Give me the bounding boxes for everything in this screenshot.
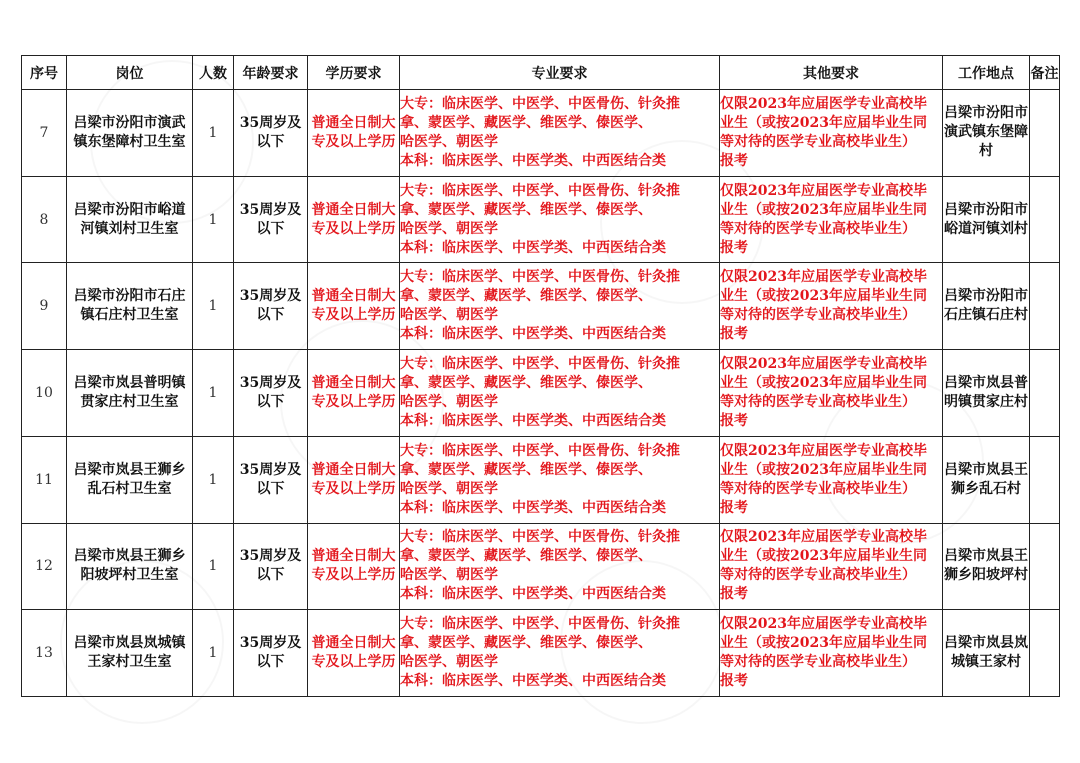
other-line: 等对待的医学专业高校毕业生）: [720, 133, 916, 150]
other-line: 业生（或按2023年应届毕业生同: [720, 201, 927, 218]
row-location: 吕梁市汾阳市演武镇东堡障村: [943, 90, 1030, 177]
row-post: 吕梁市汾阳市石庄镇石庄村卫生室: [67, 263, 193, 350]
row-other: [720, 263, 943, 350]
row-location: 吕梁市岚县普明镇贯家庄村: [943, 350, 1030, 437]
row-other: [720, 350, 943, 437]
other-line: 报考: [720, 239, 748, 256]
other-line: 仅限2023年应届医学专业高校毕: [720, 269, 927, 286]
major-line: 本科：临床医学、中医学类、中西医结合类: [400, 412, 666, 429]
major-line: 大专：临床医学、中医学、中医骨伤、针灸推: [400, 529, 680, 546]
row-count: 1: [193, 350, 234, 437]
row-post: 吕梁市岚县王狮乡阳坡坪村卫生室: [67, 523, 193, 610]
row-serial: 7: [22, 90, 67, 177]
major-line: 哈医学、朝医学: [400, 133, 498, 150]
table-row: [22, 523, 1060, 610]
row-age: 35周岁及以下: [234, 436, 308, 523]
header-count: 人数: [193, 56, 234, 90]
row-age: 35周岁及以下: [234, 350, 308, 437]
other-line: 业生（或按2023年应届毕业生同: [720, 374, 927, 391]
table-body: [22, 90, 1060, 697]
other-line: 仅限2023年应届医学专业高校毕: [720, 182, 927, 199]
header-education: 学历要求: [308, 56, 400, 90]
row-age: 35周岁及以下: [234, 90, 308, 177]
major-line: 哈医学、朝医学: [400, 567, 498, 584]
major-line: 本科：临床医学、中医学类、中西医结合类: [400, 152, 666, 169]
other-line: 业生（或按2023年应届毕业生同: [720, 114, 927, 131]
header-other: 其他要求: [720, 56, 943, 90]
other-line: 仅限2023年应届医学专业高校毕: [720, 355, 927, 372]
table-row: [22, 436, 1060, 523]
other-line: 仅限2023年应届医学专业高校毕: [720, 529, 927, 546]
header-note: 备注: [1030, 56, 1060, 90]
header-age: 年龄要求: [234, 56, 308, 90]
header-location: 工作地点: [943, 56, 1030, 90]
other-line: 报考: [720, 326, 748, 343]
job-table: [21, 55, 1060, 697]
row-location: 吕梁市岚县王狮乡阳坡坪村: [943, 523, 1030, 610]
other-line: 等对待的医学专业高校毕业生）: [720, 567, 916, 584]
row-post: 吕梁市岚县岚城镇王家村卫生室: [67, 610, 193, 697]
table-row: [22, 176, 1060, 263]
row-serial: 12: [22, 523, 67, 610]
major-line: 大专：临床医学、中医学、中医骨伤、针灸推: [400, 442, 680, 459]
major-line: 哈医学、朝医学: [400, 480, 498, 497]
row-education: 普通全日制大专及以上学历: [308, 176, 400, 263]
major-line: 拿、蒙医学、藏医学、维医学、傣医学、: [400, 114, 652, 131]
row-major: [400, 90, 720, 177]
row-other: [720, 90, 943, 177]
row-note: [1030, 610, 1060, 697]
other-line: 业生（或按2023年应届毕业生同: [720, 461, 927, 478]
major-line: 大专：临床医学、中医学、中医骨伤、针灸推: [400, 269, 680, 286]
row-location: 吕梁市汾阳市峪道河镇刘村: [943, 176, 1030, 263]
row-other: [720, 610, 943, 697]
other-line: 业生（或按2023年应届毕业生同: [720, 548, 927, 565]
other-line: 等对待的医学专业高校毕业生）: [720, 654, 916, 671]
other-line: 报考: [720, 586, 748, 603]
major-line: 拿、蒙医学、藏医学、维医学、傣医学、: [400, 288, 652, 305]
row-major: [400, 436, 720, 523]
row-serial: 10: [22, 350, 67, 437]
major-line: 大专：临床医学、中医学、中医骨伤、针灸推: [400, 182, 680, 199]
major-line: 拿、蒙医学、藏医学、维医学、傣医学、: [400, 548, 652, 565]
header-serial: 序号: [22, 56, 67, 90]
row-major: [400, 263, 720, 350]
table-row: [22, 90, 1060, 177]
row-other: [720, 523, 943, 610]
major-line: 哈医学、朝医学: [400, 393, 498, 410]
major-line: 拿、蒙医学、藏医学、维医学、傣医学、: [400, 635, 652, 652]
row-location: 吕梁市岚县岚城镇王家村: [943, 610, 1030, 697]
other-line: 仅限2023年应届医学专业高校毕: [720, 442, 927, 459]
row-serial: 9: [22, 263, 67, 350]
major-line: 拿、蒙医学、藏医学、维医学、傣医学、: [400, 461, 652, 478]
row-major: [400, 176, 720, 263]
table-header-row: [22, 56, 1060, 90]
table-row: [22, 350, 1060, 437]
other-line: 等对待的医学专业高校毕业生）: [720, 480, 916, 497]
row-other: [720, 176, 943, 263]
other-line: 业生（或按2023年应届毕业生同: [720, 288, 927, 305]
major-line: 本科：临床医学、中医学类、中西医结合类: [400, 673, 666, 690]
major-line: 哈医学、朝医学: [400, 307, 498, 324]
row-count: 1: [193, 176, 234, 263]
major-line: 本科：临床医学、中医学类、中西医结合类: [400, 326, 666, 343]
table-row: [22, 263, 1060, 350]
major-line: 哈医学、朝医学: [400, 654, 498, 671]
row-note: [1030, 350, 1060, 437]
row-education: 普通全日制大专及以上学历: [308, 90, 400, 177]
major-line: 拿、蒙医学、藏医学、维医学、傣医学、: [400, 201, 652, 218]
major-line: 本科：临床医学、中医学类、中西医结合类: [400, 239, 666, 256]
row-serial: 13: [22, 610, 67, 697]
row-location: 吕梁市岚县王狮乡乱石村: [943, 436, 1030, 523]
row-count: 1: [193, 610, 234, 697]
other-line: 等对待的医学专业高校毕业生）: [720, 220, 916, 237]
row-age: 35周岁及以下: [234, 263, 308, 350]
row-post: 吕梁市汾阳市演武镇东堡障村卫生室: [67, 90, 193, 177]
row-other: [720, 436, 943, 523]
row-major: [400, 523, 720, 610]
row-post: 吕梁市汾阳市峪道河镇刘村卫生室: [67, 176, 193, 263]
row-education: 普通全日制大专及以上学历: [308, 350, 400, 437]
row-note: [1030, 176, 1060, 263]
major-line: 大专：临床医学、中医学、中医骨伤、针灸推: [400, 616, 680, 633]
other-line: 报考: [720, 673, 748, 690]
major-line: 大专：临床医学、中医学、中医骨伤、针灸推: [400, 355, 680, 372]
row-education: 普通全日制大专及以上学历: [308, 263, 400, 350]
major-line: 拿、蒙医学、藏医学、维医学、傣医学、: [400, 374, 652, 391]
major-line: 哈医学、朝医学: [400, 220, 498, 237]
row-post: 吕梁市岚县王狮乡乱石村卫生室: [67, 436, 193, 523]
row-note: [1030, 436, 1060, 523]
row-major: [400, 610, 720, 697]
row-count: 1: [193, 90, 234, 177]
other-line: 等对待的医学专业高校毕业生）: [720, 307, 916, 324]
row-major: [400, 350, 720, 437]
row-education: 普通全日制大专及以上学历: [308, 523, 400, 610]
other-line: 报考: [720, 152, 748, 169]
row-count: 1: [193, 523, 234, 610]
row-serial: 11: [22, 436, 67, 523]
row-count: 1: [193, 436, 234, 523]
major-line: 本科：临床医学、中医学类、中西医结合类: [400, 499, 666, 516]
row-note: [1030, 90, 1060, 177]
header-major: 专业要求: [400, 56, 720, 90]
row-count: 1: [193, 263, 234, 350]
row-note: [1030, 523, 1060, 610]
header-post: 岗位: [67, 56, 193, 90]
major-line: 大专：临床医学、中医学、中医骨伤、针灸推: [400, 95, 680, 112]
table-row: [22, 610, 1060, 697]
row-education: 普通全日制大专及以上学历: [308, 436, 400, 523]
major-line: 本科：临床医学、中医学类、中西医结合类: [400, 586, 666, 603]
other-line: 报考: [720, 412, 748, 429]
other-line: 业生（或按2023年应届毕业生同: [720, 635, 927, 652]
row-post: 吕梁市岚县普明镇贯家庄村卫生室: [67, 350, 193, 437]
other-line: 报考: [720, 499, 748, 516]
row-serial: 8: [22, 176, 67, 263]
row-age: 35周岁及以下: [234, 610, 308, 697]
row-age: 35周岁及以下: [234, 523, 308, 610]
row-education: 普通全日制大专及以上学历: [308, 610, 400, 697]
other-line: 仅限2023年应届医学专业高校毕: [720, 616, 927, 633]
row-location: 吕梁市汾阳市石庄镇石庄村: [943, 263, 1030, 350]
other-line: 等对待的医学专业高校毕业生）: [720, 393, 916, 410]
row-note: [1030, 263, 1060, 350]
other-line: 仅限2023年应届医学专业高校毕: [720, 95, 927, 112]
row-age: 35周岁及以下: [234, 176, 308, 263]
